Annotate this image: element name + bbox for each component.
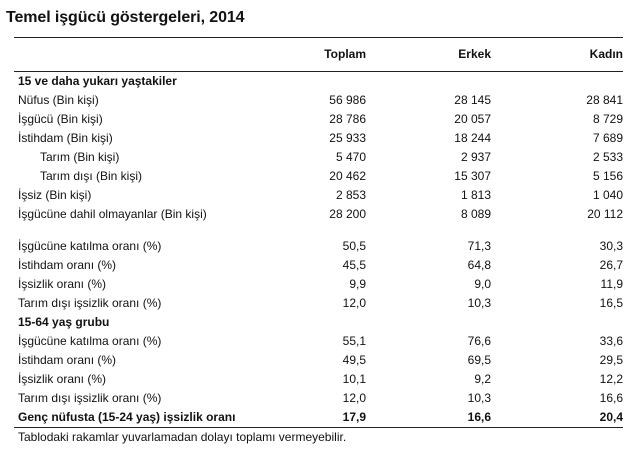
table-row <box>14 237 623 256</box>
row-male: 71,3 <box>467 239 491 253</box>
table-row <box>14 351 623 370</box>
row-female: 16,6 <box>599 391 623 405</box>
row-total: 12,0 <box>342 391 366 405</box>
row-label: İstihdam (Bin kişi) <box>18 131 113 145</box>
row-female: 28 841 <box>586 93 623 107</box>
table-row <box>14 205 623 224</box>
row-male: 69,5 <box>467 353 491 367</box>
row-female: 26,7 <box>599 258 623 272</box>
table-row <box>14 370 623 389</box>
row-female: 5 156 <box>592 169 623 183</box>
row-total: 17,9 <box>342 410 366 424</box>
indicators-table <box>14 38 623 427</box>
row-label: İşsizlik oranı (%) <box>18 277 107 291</box>
row-male: 2 937 <box>460 150 491 164</box>
header-female: Kadın <box>589 47 623 61</box>
row-female: 20 112 <box>587 207 623 221</box>
row-label: Tarım dışı (Bin kişi) <box>40 169 143 183</box>
table-row <box>14 389 623 408</box>
row-female: 33,6 <box>599 334 623 348</box>
row-female: 2 533 <box>592 150 623 164</box>
row-total: 50,5 <box>342 239 366 253</box>
table-row <box>14 91 623 110</box>
row-total: 56 986 <box>329 93 366 107</box>
row-label: Tarım dışı işsizlik oranı (%) <box>18 296 162 310</box>
row-female: 29,5 <box>599 353 623 367</box>
row-male: 18 244 <box>454 131 491 145</box>
row-male: 15 307 <box>454 169 491 183</box>
row-total: 12,0 <box>342 296 366 310</box>
table-row <box>14 256 623 275</box>
row-total: 10,1 <box>342 372 366 386</box>
table-row <box>14 275 623 294</box>
row-female: 12,2 <box>599 372 623 386</box>
row-male: 9,0 <box>474 277 491 291</box>
table-title: Temel işgücü göstergeleri, 2014 <box>6 9 245 26</box>
row-label: Genç nüfusta (15-24 yaş) işsizlik oranı <box>18 410 236 424</box>
row-total: 5 470 <box>335 150 366 164</box>
row-label: Tarım (Bin kişi) <box>40 150 120 164</box>
row-female: 20,4 <box>599 410 623 424</box>
table-row <box>14 167 623 186</box>
section-heading-15-64 <box>14 313 623 332</box>
row-label: İşsiz (Bin kişi) <box>18 188 92 202</box>
row-female: 11,9 <box>600 277 623 291</box>
row-male: 16,6 <box>467 410 491 424</box>
row-total: 28 786 <box>329 112 366 126</box>
row-total: 20 462 <box>329 169 366 183</box>
table-row <box>14 110 623 129</box>
row-female: 7 689 <box>592 131 623 145</box>
section-heading-15plus <box>14 72 623 92</box>
row-male: 1 813 <box>460 188 491 202</box>
table-row <box>14 129 623 148</box>
row-male: 10,3 <box>467 391 491 405</box>
row-label: İstihdam oranı (%) <box>18 258 117 272</box>
indicators-table-frame <box>14 37 623 428</box>
row-label: İşgücüne katılma oranı (%) <box>18 239 162 253</box>
section-heading: 15-64 yaş grubu <box>18 315 110 329</box>
row-male: 10,3 <box>467 296 491 310</box>
table-row <box>14 332 623 351</box>
row-label: İstihdam oranı (%) <box>18 353 117 367</box>
row-total: 2 853 <box>335 188 366 202</box>
row-total: 25 933 <box>329 131 366 145</box>
header-male: Erkek <box>458 47 491 61</box>
table-row <box>14 148 623 167</box>
section-heading: 15 ve daha yukarı yaştakiler <box>18 74 177 88</box>
row-label: İşsizlik oranı (%) <box>18 372 107 386</box>
row-label: İşgücüne katılma oranı (%) <box>18 334 162 348</box>
header-total: Toplam <box>324 47 366 61</box>
row-total: 28 200 <box>329 207 366 221</box>
row-label: İşgücü (Bin kişi) <box>18 112 103 126</box>
header-row <box>14 38 623 72</box>
footnote: Tablodaki rakamlar yuvarlamadan dolayı toplamı vermeyebilir. <box>18 430 347 444</box>
row-female: 1 040 <box>592 188 623 202</box>
youth-unemployment-row <box>14 408 623 427</box>
header-label <box>14 38 282 72</box>
row-female: 30,3 <box>599 239 623 253</box>
row-total: 55,1 <box>342 334 366 348</box>
row-male: 9,2 <box>474 372 491 386</box>
table-row <box>14 294 623 313</box>
row-male: 20 057 <box>454 112 491 126</box>
row-label: Nüfus (Bin kişi) <box>18 93 99 107</box>
spacer-row <box>14 224 623 237</box>
table-row <box>14 186 623 205</box>
row-label: Tarım dışı işsizlik oranı (%) <box>18 391 162 405</box>
row-male: 28 145 <box>454 93 491 107</box>
row-female: 16,5 <box>599 296 623 310</box>
row-total: 9,9 <box>349 277 366 291</box>
row-total: 45,5 <box>342 258 366 272</box>
row-male: 76,6 <box>467 334 491 348</box>
row-male: 64,8 <box>467 258 491 272</box>
row-male: 8 089 <box>460 207 491 221</box>
row-label: İşgücüne dahil olmayanlar (Bin kişi) <box>18 207 207 221</box>
row-female: 8 729 <box>592 112 623 126</box>
row-total: 49,5 <box>342 353 366 367</box>
